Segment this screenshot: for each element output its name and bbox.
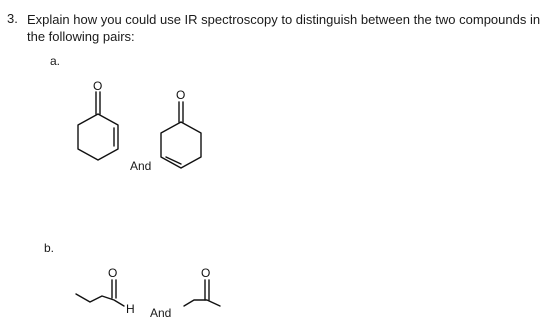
ring [78, 114, 118, 160]
ring [161, 122, 201, 168]
and-connector-a: And [130, 159, 152, 173]
cyclohex-3-enone-structure [155, 88, 215, 188]
hydrogen-label: H [126, 302, 135, 316]
oxygen-label: O [108, 266, 118, 280]
part-b-label: b. [44, 241, 55, 255]
carbon-chain [184, 300, 220, 306]
aldehyde-structure [70, 262, 140, 322]
ketone-structure [180, 262, 240, 322]
question-text: Explain how you could use IR spectroscopy to distinguish between the two compounds in the following pairs: [27, 12, 541, 44]
cyclohexenone-structure [70, 78, 130, 178]
oxygen-label: O [93, 79, 103, 93]
oxygen-label: O [201, 266, 211, 280]
carbon-chain [76, 294, 124, 306]
and-connector-b: And [150, 306, 172, 320]
part-a-label: a. [50, 54, 61, 68]
oxygen-label: O [176, 88, 186, 102]
question-number: 3. [7, 11, 18, 26]
